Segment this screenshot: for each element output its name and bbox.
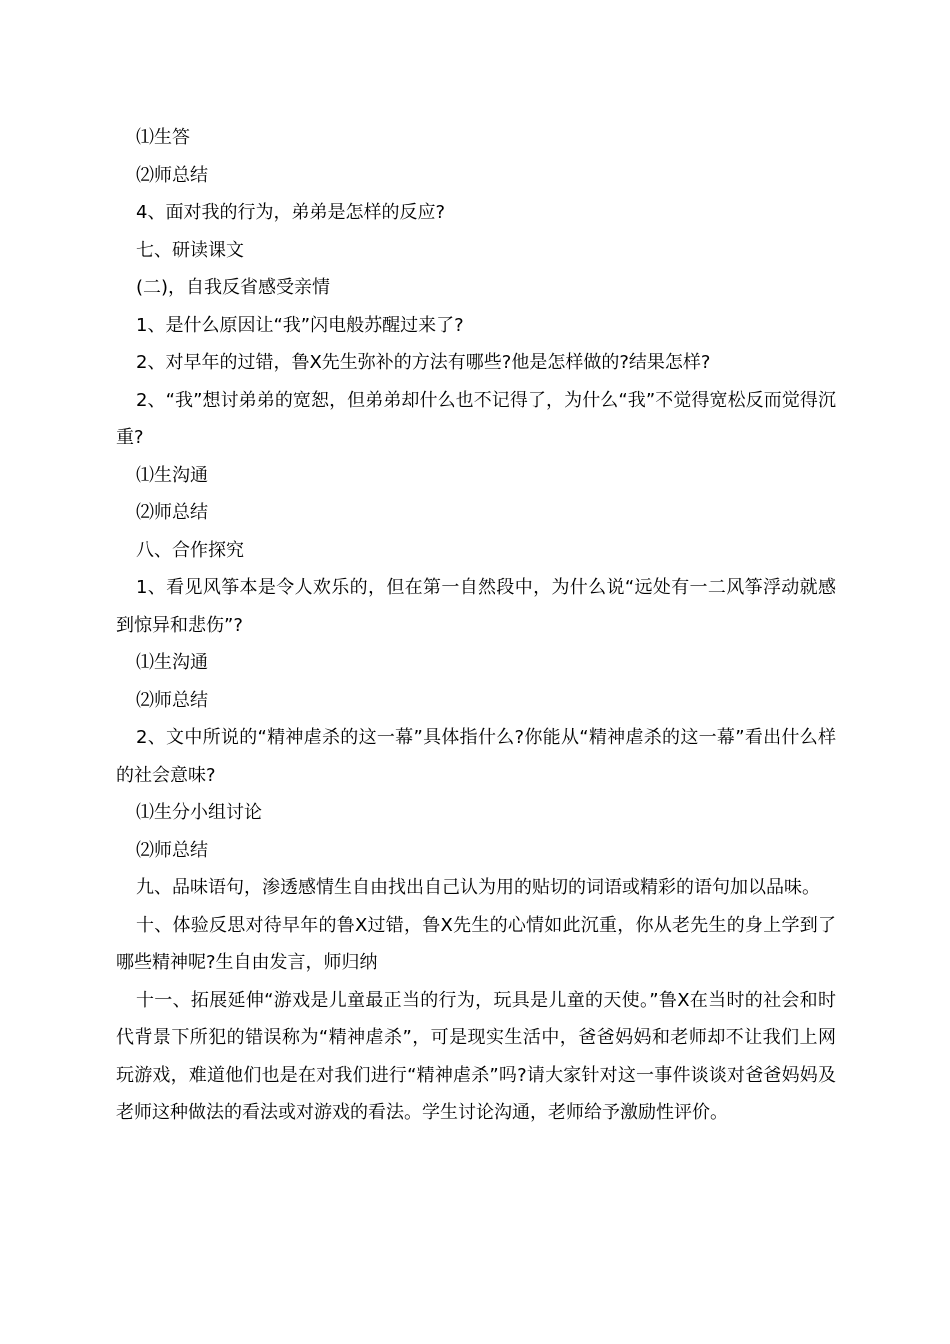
text-line: ⑴生答 <box>136 127 190 148</box>
text-line: ⑵师总结 <box>136 689 208 711</box>
text-line: ⑴生沟通 <box>136 652 208 673</box>
paragraph: 十一、拓展延伸“游戏是儿童最正当的行为，玩具是儿童的天使。”鲁X在当时的社会和时代背景下所犯的错误称为“精神虐杀”，可是现实生活中，爸爸妈妈和老师却不让我们上网玩游戏，难道他们也是在对我们进行“精神虐杀”吗?请大家针对这一事件谈谈对爸爸妈妈及老师这种做法的看法或对游戏的看法。学生讨论沟通，老师给予激励性评价。 <box>116 989 836 1123</box>
text-line: ⑵师总结 <box>136 164 208 186</box>
paragraph: 十、体验反思对待早年的鲁X过错，鲁X先生的心情如此沉重，你从老先生的身上学到了哪些精神呢?生自由发言，师归纳 <box>116 914 836 973</box>
text-line: 2、对早年的过错，鲁X先生弥补的方法有哪些?他是怎样做的?结果怎样? <box>136 352 711 373</box>
section-heading: 七、研读课文 <box>136 239 244 261</box>
text-line: ⑴生沟通 <box>136 464 208 486</box>
text-line: 1、是什么原因让“我”闪电般苏醒过来了? <box>136 314 464 336</box>
text-line: ⑴生分小组讨论 <box>136 802 262 823</box>
paragraph: 2、“我”想讨弟弟的宽恕，但弟弟却什么也不记得了，为什么“我”不觉得宽松反而觉得沉重? <box>116 389 836 448</box>
paragraph: 九、品味语句，渗透感情生自由找出自己认为用的贴切的词语或精彩的语句加以品味。 <box>136 877 820 898</box>
text-line: ⑵师总结 <box>136 502 208 523</box>
section-heading: 八、合作探究 <box>136 539 244 561</box>
paragraph: 2、文中所说的“精神虐杀的这一幕”具体指什么?你能从“精神虐杀的这一幕”看出什么样的社会意味? <box>116 727 836 786</box>
text-line: 4、面对我的行为，弟弟是怎样的反应? <box>136 202 446 223</box>
document-body <box>116 119 836 1132</box>
text-line: ⑵师总结 <box>136 839 208 861</box>
paragraph: 1、看见风筝本是令人欢乐的，但在第一自然段中，为什么说“远处有一二风筝浮动就感到惊异和悲伤”? <box>116 577 836 636</box>
subsection-heading: (二)，自我反省感受亲情 <box>136 277 331 298</box>
